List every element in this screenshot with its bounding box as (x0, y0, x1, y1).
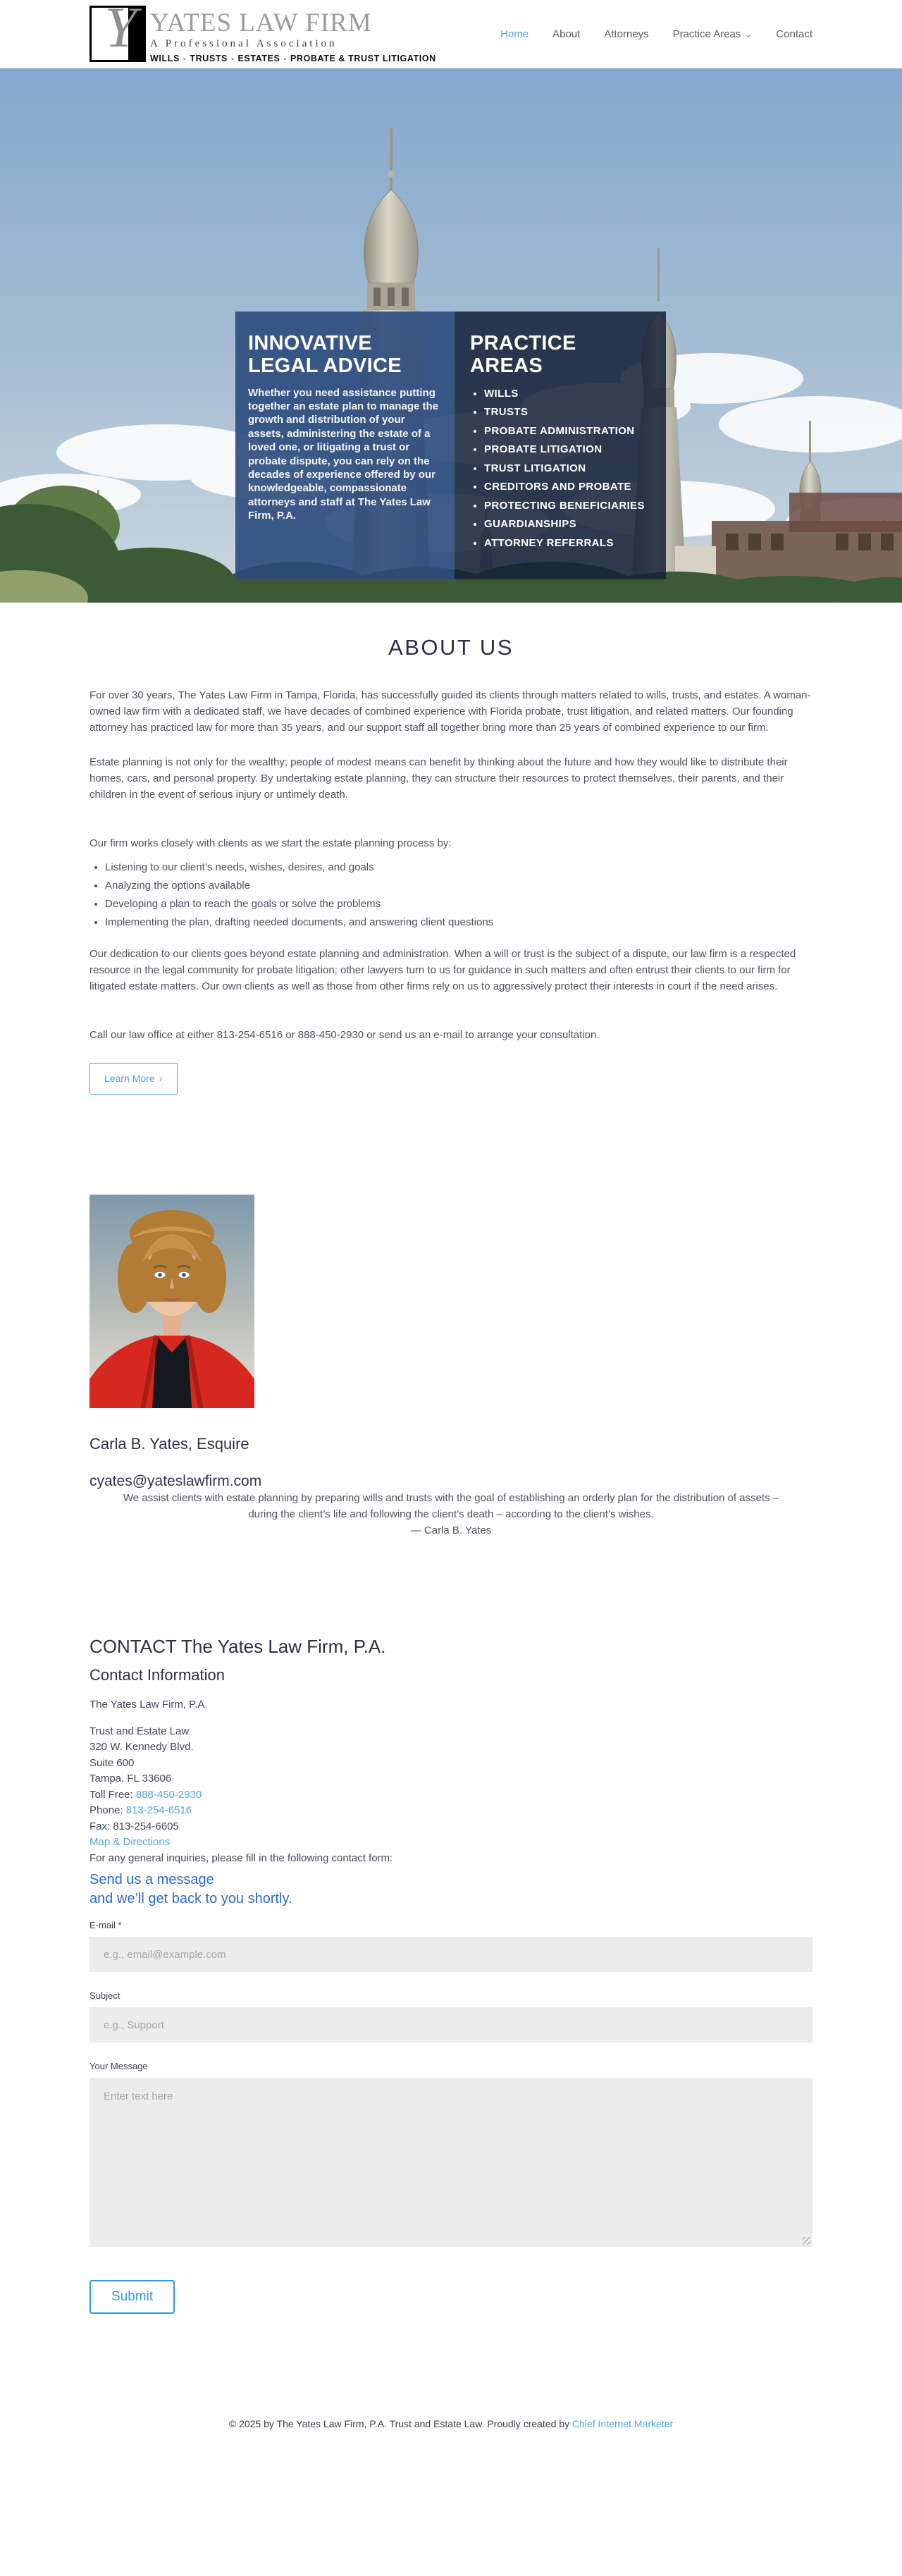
message-field[interactable] (89, 2078, 813, 2247)
square-separator-icon: ▪ (283, 54, 287, 63)
firm-name: YATES LAW FIRM (150, 8, 372, 37)
contact-tollfree-line: Toll Free: 888-450-2930 (89, 1788, 202, 1801)
hero-section (0, 68, 902, 603)
tollfree-phone-link[interactable]: 888-450-2930 (135, 1788, 202, 1801)
learn-more-label: Learn More (104, 1073, 155, 1084)
practice-area-item: • ATTORNEY REFERRALS (484, 537, 653, 550)
footer-credit-link[interactable]: Chief Internet Marketer (572, 2418, 674, 2429)
tagline-word: PROBATE & TRUST LITIGATION (290, 53, 436, 63)
practice-area-item: • TRUSTS (484, 406, 653, 419)
contact-address-line: Suite 600 (89, 1756, 135, 1769)
attorney-block (89, 1195, 813, 1539)
map-directions-line (89, 1835, 813, 1851)
hero-practice-areas-title: PRACTICE AREAS (470, 332, 576, 377)
attorney-quote: We assist clients with estate planning by preparing wills and trusts with the goal of establishing an orderly plan for the distribution of assets – during the client’s life and following the client’s death – according to the client’s wishes. (123, 1492, 779, 1520)
contact-subheading: Contact Information (89, 1666, 225, 1684)
practice-areas-list (470, 388, 653, 550)
practice-area-item: • PROBATE ADMINISTRATION (484, 425, 653, 438)
tagline-word: ESTATES (237, 53, 280, 63)
phone-link[interactable]: 813-254-6516 (125, 1804, 192, 1816)
tagline-word: WILLS (150, 53, 180, 63)
about-title: ABOUT US (388, 635, 514, 660)
site-header (0, 0, 902, 68)
nav-contact[interactable]: Contact (776, 28, 813, 40)
attorney-name: Carla B. Yates, Esquire (89, 1435, 249, 1453)
contact-phone-line: Phone: 813-254-6516 (89, 1804, 192, 1816)
process-list-item: • Developing a plan to reach the goals or solve the problems (105, 895, 813, 913)
hero-intro-text: Whether you need assistance putting together an estate plan to manage the growth and distribution of your assets, administering the estate of a loved one, or litigating a trust or probate dispute, you can rely on the decades of experience offered by our knowledgeable, compassionate attorneys and staff at The Yates Law Firm, P.A. (248, 386, 439, 522)
site-footer (0, 2418, 902, 2491)
learn-more-button[interactable] (89, 1063, 178, 1095)
contact-practice-line: Trust and Estate Law (89, 1725, 190, 1737)
logo-monogram-letter: Y (104, 0, 137, 59)
contact-address-line: 320 W. Kennedy Blvd. (89, 1741, 194, 1753)
process-list-intro: Our firm works closely with clients as we start the estate planning process by: (89, 837, 452, 849)
practice-area-item: • PROTECTING BENEFICIARIES (484, 500, 653, 512)
hero-intro-panel (235, 312, 455, 579)
firm-tagline (150, 54, 436, 63)
practice-area-item: • WILLS (484, 388, 653, 400)
subject-field[interactable] (89, 2007, 813, 2042)
copyright-text: © 2025 by The Yates Law Firm, P.A. Trust and Estate Law. Proudly created by (228, 2418, 572, 2429)
process-list-item: • Listening to our client’s needs, wishes, desires, and goals (105, 858, 813, 877)
contact-section (89, 1636, 813, 2314)
about-paragraph: Estate planning is not only for the wealthy; people of modest means can benefit by thinking about the future and how they would like to distribute their homes, cars, and personal property. By undertaking estate planning, they can structure their resources to protect themselves, their parents, and their children in the event of serious injury or untimely death. (89, 756, 788, 801)
hero-intro-title: INNOVATIVE LEGAL ADVICE (248, 332, 402, 377)
contact-address-line: Tampa, FL 33606 (89, 1773, 172, 1785)
subject-field-label: Subject (89, 1990, 121, 2001)
about-paragraph: For over 30 years, The Yates Law Firm in Tampa, Florida, has successfully guided its clients through matters related to wills, trusts, and estates. A woman-owned law firm with a dedicated staff, we have decades of combined experience with Florida probate, trust litigation, and related matters. Our founding attorney has practiced law for more than 35 years, and our support staff all together bring more than 25 years of combined experience to our firm. (89, 689, 811, 734)
contact-inquiries-line: For any general inquiries, please fill in the following contact form: (89, 1851, 393, 1864)
nav-practice-areas-label: Practice Areas (672, 28, 741, 40)
attorney-email-link[interactable]: cyates@yateslawfirm.com (89, 1473, 262, 1489)
chevron-down-icon: ⌄ (744, 29, 753, 39)
process-list-item: • Implementing the plan, drafting needed documents, and answering client questions (105, 913, 813, 932)
nav-practice-areas[interactable] (673, 28, 753, 40)
firm-subtitle: A Professional Association (150, 37, 338, 49)
attorney-quote-attribution: — Carla B. Yates (410, 1524, 492, 1536)
chevron-right-icon: › (159, 1073, 163, 1085)
submit-button[interactable]: Submit (89, 2280, 175, 2314)
contact-form (89, 1920, 813, 2314)
logo[interactable] (89, 0, 436, 63)
square-separator-icon: ▪ (231, 54, 235, 63)
practice-area-item: • CREDITORS AND PROBATE (484, 481, 653, 493)
tagline-word: TRUSTS (190, 53, 228, 63)
process-list-item: • Analyzing the options available (105, 877, 813, 895)
message-field-label: Your Message (89, 2061, 148, 2071)
map-directions-link[interactable]: Map & Directions (89, 1836, 171, 1848)
call-to-action-text: Call our law office at either 813-254-6516 or 888-450-2930 or send us an e-mail to arrange your consultation. (89, 1029, 600, 1041)
contact-firm-name: The Yates Law Firm, P.A. (89, 1699, 208, 1711)
contact-heading: CONTACT The Yates Law Firm, P.A. (89, 1636, 386, 1657)
logo-monogram-icon (89, 0, 146, 62)
nav-attorneys[interactable]: Attorneys (604, 28, 649, 40)
email-field[interactable] (89, 1937, 813, 1972)
email-field-label: E-mail * (89, 1920, 122, 1930)
practice-area-item: • PROBATE LITIGATION (484, 443, 653, 456)
main-nav (476, 28, 813, 40)
process-list (89, 858, 813, 932)
contact-fax-line: Fax: 813-254-6605 (89, 1820, 179, 1832)
practice-area-item: • GUARDIANSHIPS (484, 518, 653, 531)
practice-area-item: • TRUST LITIGATION (484, 462, 653, 475)
square-separator-icon: ▪ (183, 54, 187, 63)
about-paragraph: Our dedication to our clients goes beyond estate planning and administration. When a will or trust is the subject of a dispute, our law firm is a respected resource in the legal community for probate litigation; other lawyers turn to us for guidance in such matters and often entrust their clients to our firm for litigated estate matters. Our own clients as well as those from other firms rely on us to aggressively protect their interests in court if the need arises. (89, 948, 796, 992)
attorney-photo (89, 1195, 254, 1408)
contact-cta: Send us a message and we’ll get back to you shortly. (89, 1872, 292, 1906)
nav-about[interactable]: About (552, 28, 581, 40)
nav-home[interactable]: Home (500, 28, 529, 40)
hero-practice-areas-panel (455, 312, 666, 579)
about-section (89, 603, 813, 2314)
